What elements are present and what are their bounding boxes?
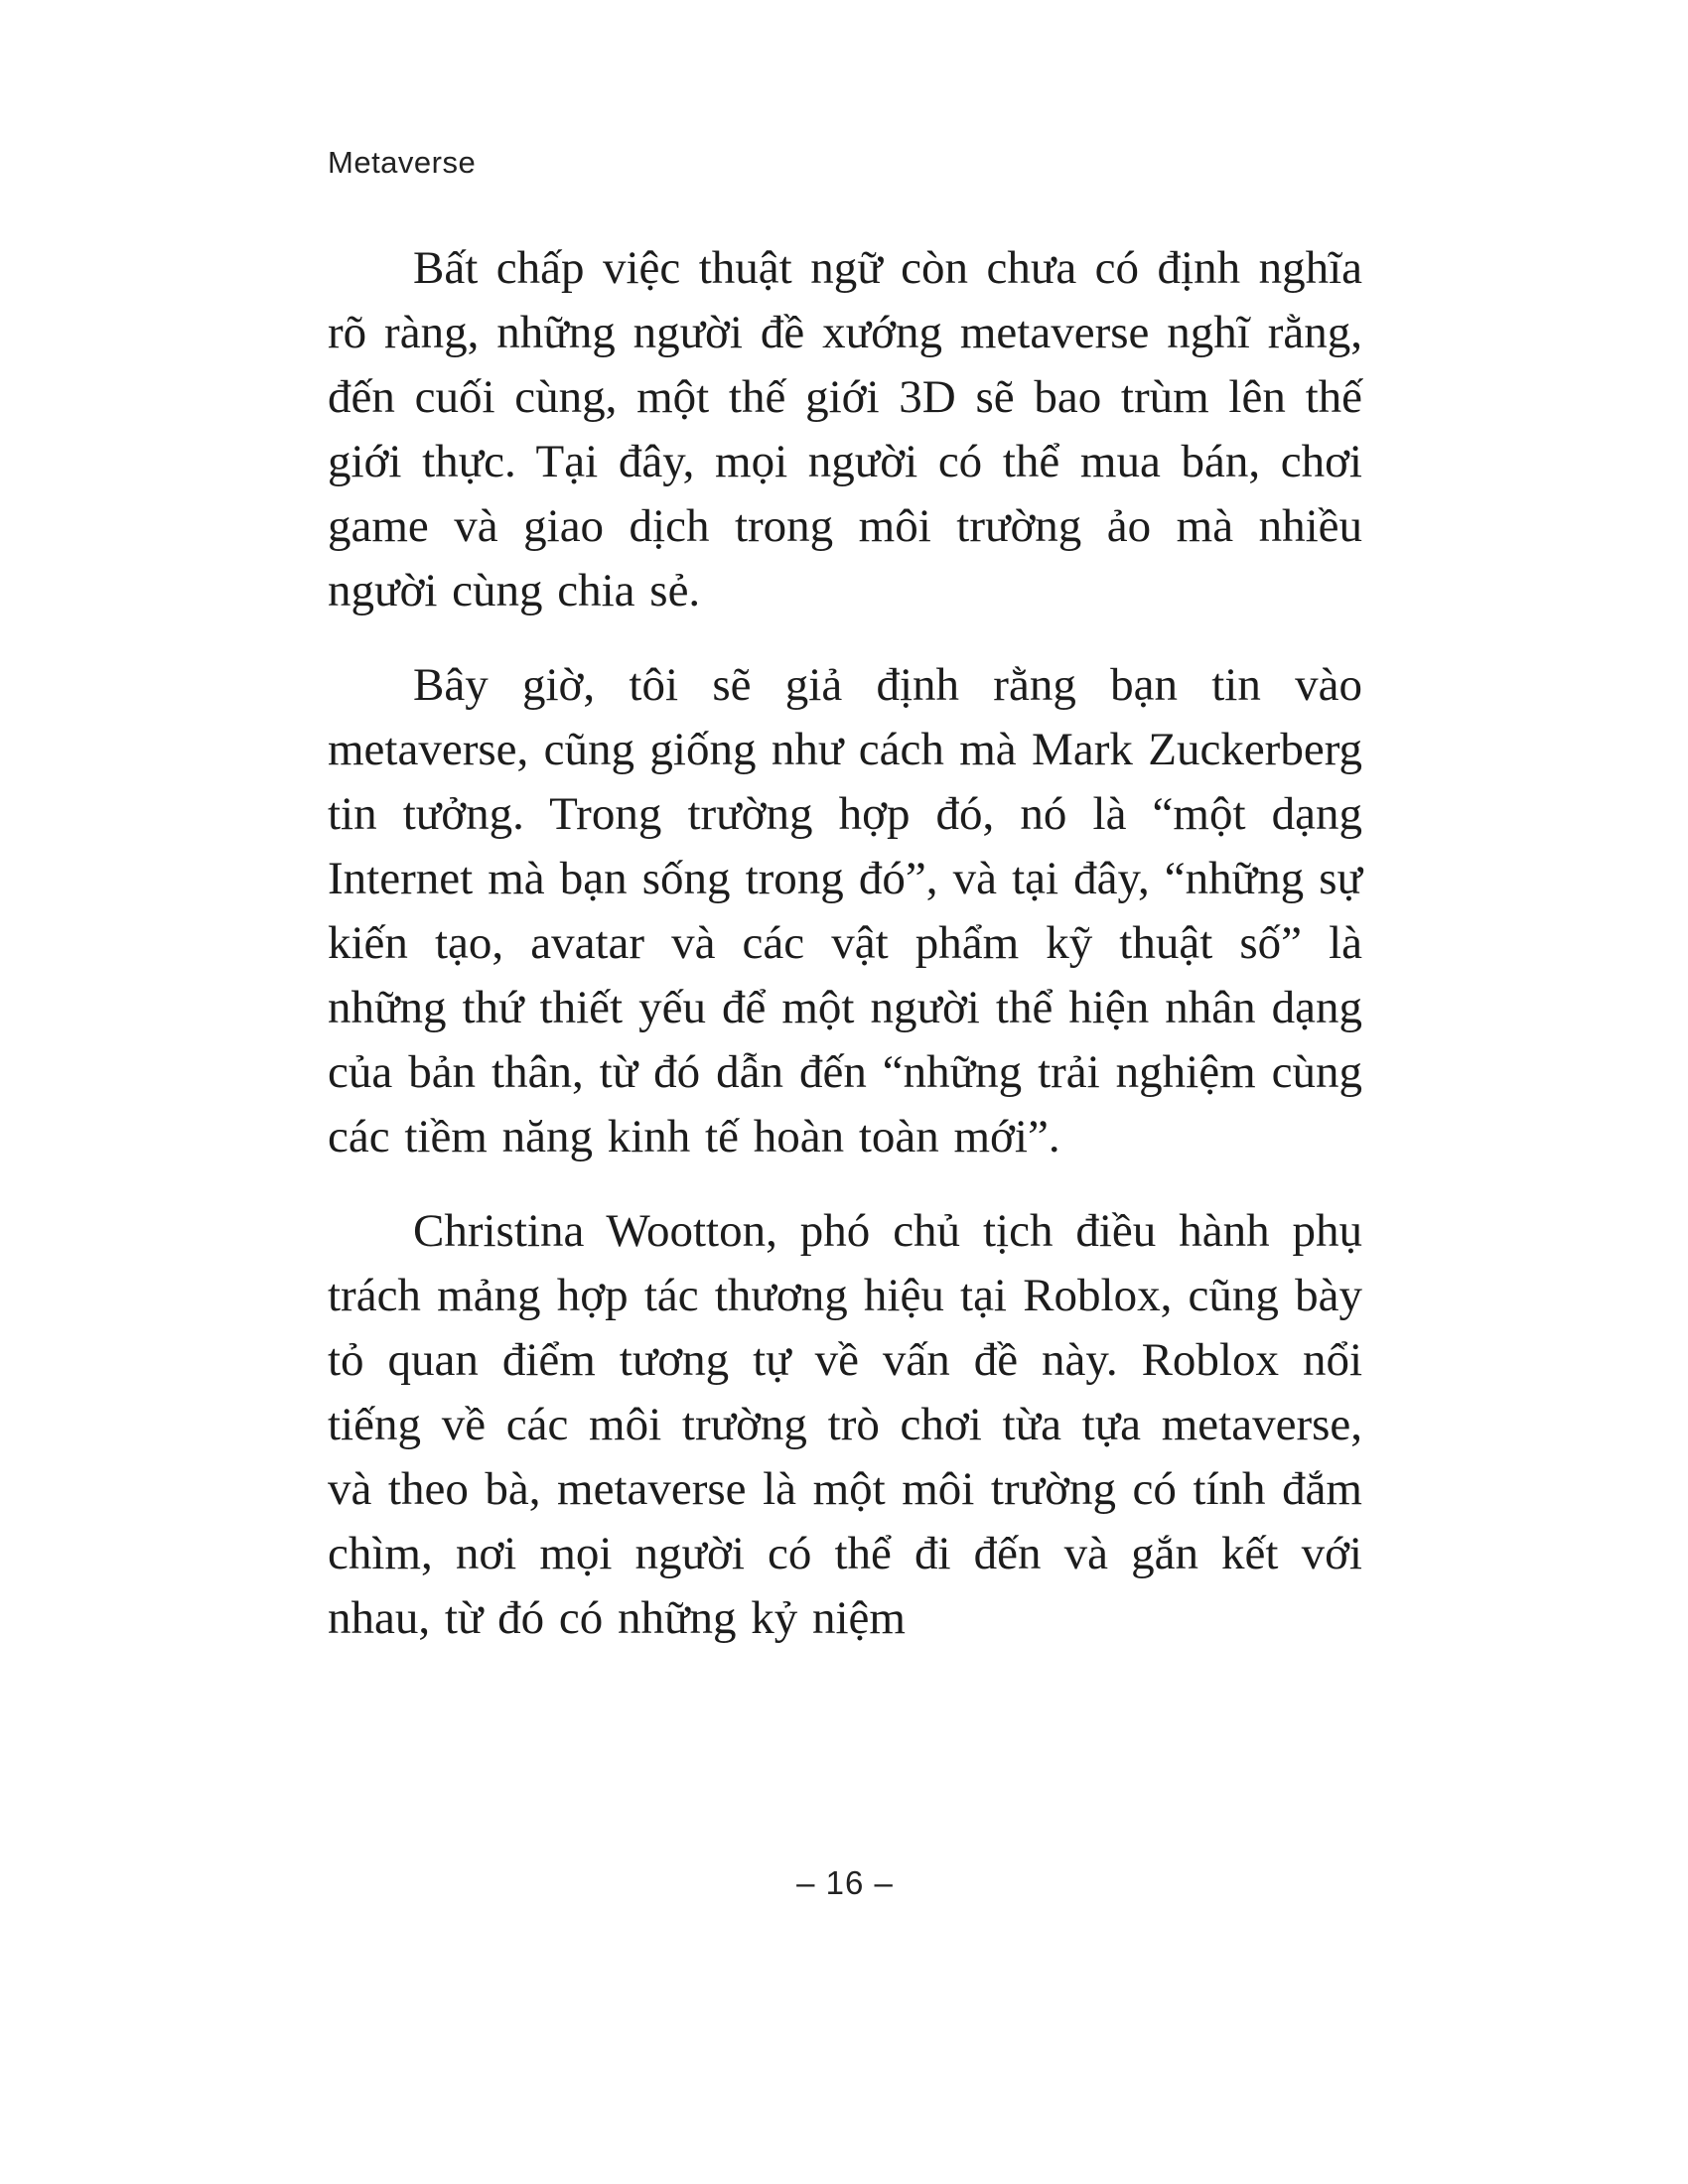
running-header: Metaverse	[328, 145, 477, 180]
paragraph-2: Bây giờ, tôi sẽ giả định rằng bạn tin vào metaverse, cũng giống như cách mà Mark Zuckerberg tin tưởng. Trong trường hợp đó, nó là “một dạng Internet mà bạn sống trong đó”, và tại đây, “những sự kiến tạo, avatar và các vật phẩm kỹ thuật số” là những thứ thiết yếu để một người thể hiện nhân dạng của bản thân, từ đó dẫn đến “những trải nghiệm cùng các tiềm năng kinh tế hoàn toàn mới”.	[328, 659, 1362, 1162]
paragraph-1: Bất chấp việc thuật ngữ còn chưa có định nghĩa rõ ràng, những người đề xướng metaverse nghĩ rằng, đến cuối cùng, một thế giới 3D sẽ bao trùm lên thế giới thực. Tại đây, mọi người có thể mua bán, chơi game và giao dịch trong môi trường ảo mà nhiều người cùng chia sẻ.	[328, 242, 1362, 616]
page-number: – 16 –	[796, 1864, 894, 1901]
paragraph-3: Christina Wootton, phó chủ tịch điều hành phụ trách mảng hợp tác thương hiệu tại Roblox, cũng bày tỏ quan điểm tương tự về vấn đề này. Roblox nổi tiếng về các môi trường trò chơi từa tựa metaverse, và theo bà, metaverse là một môi trường có tính đắm chìm, nơi mọi người có thể đi đến và gắn kết với nhau, từ đó có những kỷ niệm	[328, 1205, 1362, 1644]
page-body	[328, 236, 1362, 1651]
